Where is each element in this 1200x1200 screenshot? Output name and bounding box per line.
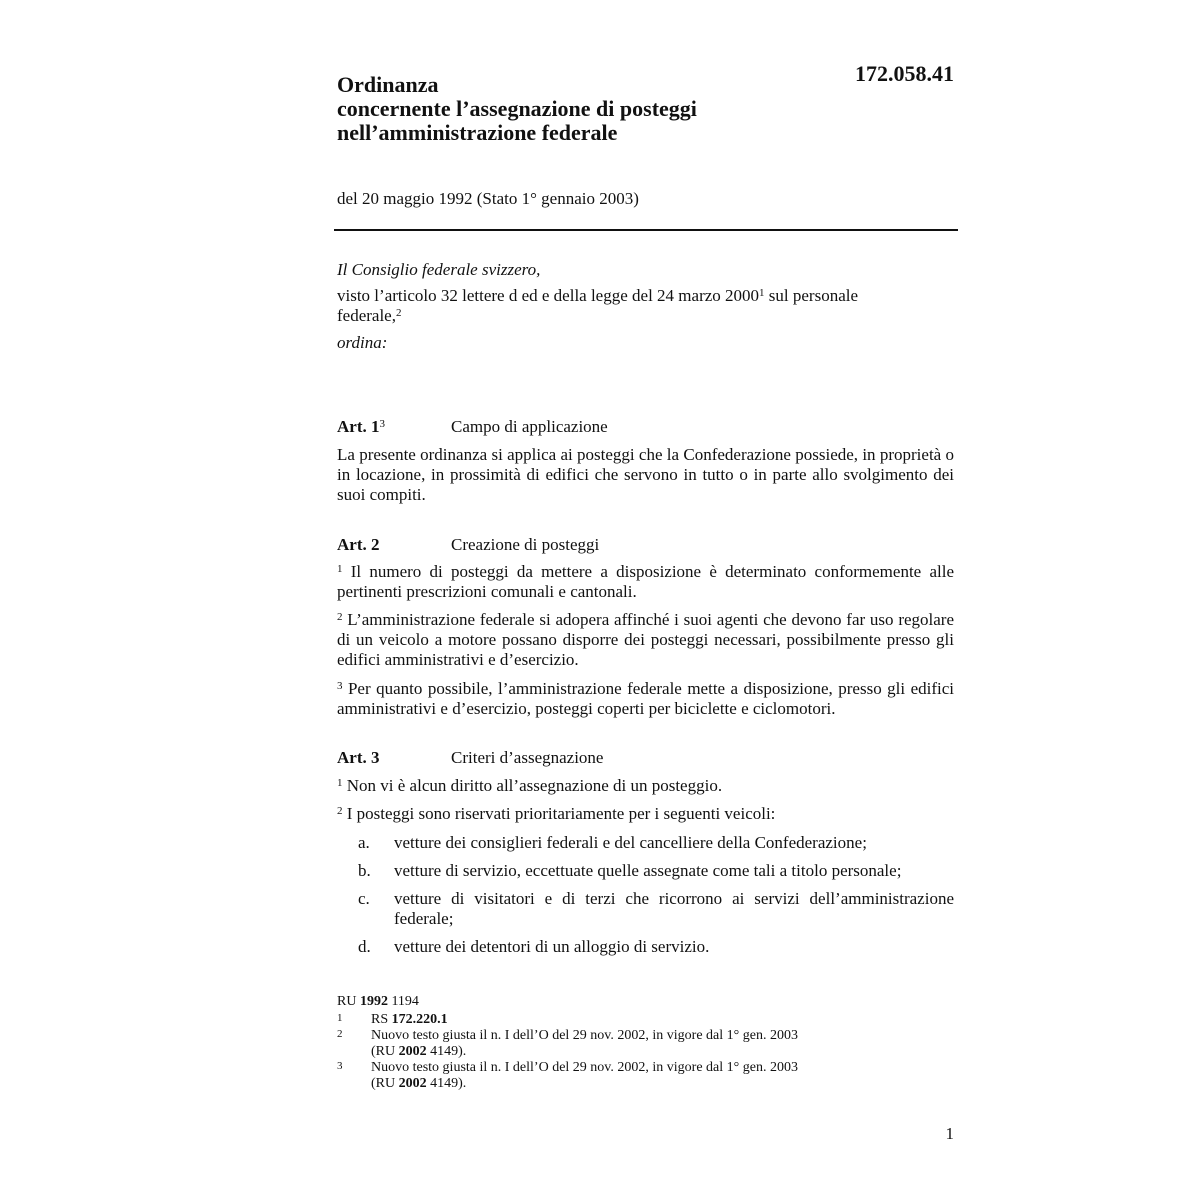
footnote-text: RS — [371, 1012, 392, 1027]
article-2-paragraph-1 — [337, 562, 954, 602]
footnote-text: 4149). — [426, 1076, 467, 1091]
list-letter: b. — [358, 861, 371, 880]
article-title: Creazione di posteggi — [451, 535, 600, 554]
footnote-year[interactable]: 2002 — [398, 1076, 427, 1091]
footnote-text: Nuovo testo giusta il n. I dell’O del 29 nov. 2002, in vigore dal 1° gen. 2003 — [371, 1028, 798, 1043]
paragraph-text: Per quanto possibile, l’amministrazione federale mette a disposizione, presso gli edifici amministrativi e d’esercizio, posteggi coperti per biciclette e ciclomotori. — [337, 679, 954, 718]
paragraph-text: L’amministrazione federale si adopera affinché i suoi agenti che devono far uso regolare di un veicolo a motore possano disporre dei posteggi necessari, possibilmente presso gli edifici amministrativi e d’esercizio. — [337, 610, 954, 669]
preamble-authority: Il Consiglio federale svizzero, — [337, 260, 541, 279]
article-label — [337, 535, 451, 555]
footnote-ru — [371, 1044, 937, 1060]
paragraph-number: 2 — [337, 805, 343, 817]
article-number: Art. 1 — [337, 417, 380, 436]
article-2-paragraph-3 — [337, 679, 954, 719]
footnote-text: Nuovo testo giusta il n. I dell’O del 29 nov. 2002, in vigore dal 1° gen. 2003 — [371, 1060, 798, 1075]
title-line: Ordinanza — [337, 72, 439, 97]
footnote-ru — [371, 1076, 937, 1092]
footnote-text: (RU — [371, 1076, 399, 1091]
article-title: Criteri d’assegnazione — [451, 748, 604, 767]
preamble-visto — [337, 286, 907, 326]
article-label — [337, 417, 451, 437]
preamble-ordina: ordina: — [337, 333, 388, 352]
footnote-ref[interactable]: 3 — [379, 418, 385, 430]
article-3-heading — [337, 748, 603, 768]
footnote-link[interactable]: 172.220.1 — [391, 1012, 448, 1027]
footnote-ref[interactable]: 1 — [759, 287, 765, 299]
paragraph-number: 1 — [337, 777, 343, 789]
title-line: nell’amministrazione federale — [337, 120, 618, 145]
article-2-heading — [337, 535, 599, 555]
page-number: 1 — [945, 1124, 954, 1143]
date-line: del 20 maggio 1992 (Stato 1° gennaio 2003) — [337, 189, 639, 208]
article-3-paragraph-1 — [337, 776, 954, 796]
footnotes — [337, 994, 937, 1092]
footnote-number: 3 — [337, 1060, 343, 1072]
list-item — [358, 889, 954, 929]
title-line: concernente l’assegnazione di posteggi — [337, 96, 697, 121]
footnote-year: 1992 — [359, 994, 388, 1009]
article-title: Campo di applicazione — [451, 417, 608, 436]
footnote-text: 1194 — [387, 994, 419, 1009]
footnote-3 — [337, 1060, 937, 1092]
article-1-heading — [337, 417, 608, 437]
footnote-text: (RU — [371, 1044, 399, 1059]
list-letter: c. — [358, 889, 370, 908]
article-number: Art. 3 — [337, 748, 380, 767]
paragraph-number: 3 — [337, 680, 343, 692]
article-2-paragraph-2 — [337, 610, 954, 670]
article-1-text: La presente ordinanza si applica ai posteggi che la Confederazione possiede, in proprietà o in locazione, in prossimità di edifici che servono in tutto o in parte allo svolgimento dei suoi compiti. — [337, 445, 954, 504]
paragraph-number: 1 — [337, 563, 343, 575]
footnote-number: 2 — [337, 1028, 343, 1040]
article-label — [337, 748, 451, 768]
paragraph-number: 2 — [337, 611, 343, 623]
document-number: 172.058.41 — [855, 61, 954, 86]
list-item — [358, 833, 954, 853]
document-title — [337, 73, 897, 145]
list-text: vetture dei detentori di un alloggio di servizio. — [394, 937, 710, 956]
footnote-1 — [337, 1012, 937, 1028]
footnote-ref[interactable]: 2 — [395, 307, 402, 319]
list-text: vetture di visitatori e di terzi che ricorrono ai servizi dell’amministrazione federale; — [394, 889, 954, 928]
paragraph-text: Non vi è alcun diritto all’assegnazione di un posteggio. — [342, 776, 723, 795]
paragraph-text: I posteggi sono riservati prioritariamente per i seguenti veicoli: — [342, 804, 776, 823]
header-divider — [334, 229, 958, 231]
footnote-text: 4149). — [426, 1044, 467, 1059]
article-number: Art. 2 — [337, 535, 380, 554]
footnote-ru-reference — [337, 994, 937, 1010]
list-letter: a. — [358, 833, 370, 852]
list-item — [358, 937, 954, 957]
paragraph-text: Il numero di posteggi da mettere a disposizione è determinato conformemente alle pertinenti prescrizioni comunali e cantonali. — [337, 562, 954, 601]
footnote-year[interactable]: 2002 — [398, 1044, 427, 1059]
list-text: vetture di servizio, eccettuate quelle assegnate come tali a titolo personale; — [394, 861, 902, 880]
list-text: vetture dei consiglieri federali e del cancelliere della Confederazione; — [394, 833, 867, 852]
list-item — [358, 861, 954, 881]
footnote-text: RU — [337, 994, 360, 1009]
article-3-paragraph-2 — [337, 804, 954, 824]
footnote-number: 1 — [337, 1012, 343, 1024]
list-letter: d. — [358, 937, 371, 956]
preamble-visto-text: sul personale federale, — [337, 286, 859, 325]
preamble-visto-text: visto l’articolo 32 lettere d ed e della legge del 24 marzo 2000 — [337, 286, 760, 305]
footnote-2 — [337, 1028, 937, 1060]
